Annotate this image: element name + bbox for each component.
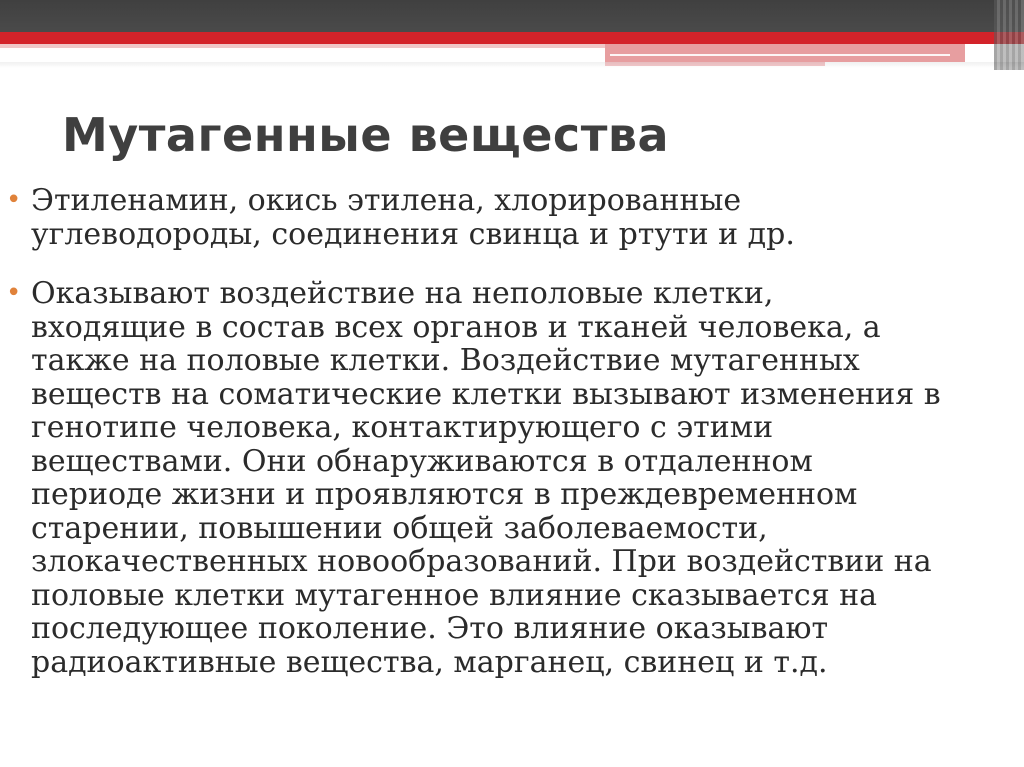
header-band-pink-right [605,44,965,62]
bullet-2-line-12: радиоактивные вещества, марганец, свинец и т.д. [31,644,828,680]
bullet-2-line-7: периоде жизни и проявляются в преждевременном [31,477,858,512]
header-band-pink-left [0,44,610,48]
bullet-2-line-11: последующее поколение. Это влияние оказывают [31,611,829,646]
header-band-highlight-line [610,54,950,56]
slide-content [0,184,1024,679]
bullet-2-line-3: также на половые клетки. Воздействие мутагенных [31,343,860,378]
bullet-item-2 [0,277,1021,679]
bullet-2-line-10: половые клетки мутагенное влияние сказывается на [31,577,878,613]
bullet-2-line-1: Оказывают воздействие на неполовые клетки, [31,276,774,311]
slide-title: Мутагенные вещества [62,108,670,162]
bullet-1-line-1: Этиленамин, окись этилена, хлорированные [31,183,742,218]
bullet-2-line-9: злокачественных новообразований. При воздействии на [31,544,932,579]
header-shadow [0,62,1024,68]
bullet-1-line-2: углеводороды, соединения свинца и ртути и др. [31,216,795,252]
bullet-item-1 [0,184,1021,251]
edge-stripes-decoration [994,0,1024,70]
bullet-2-line-4: веществ на соматические клетки вызывают изменения в [31,376,941,412]
bullet-2-line-6: веществами. Они обнаруживаются в отдаленном [31,443,813,479]
header-band-dark [0,0,1024,32]
bullet-2-line-8: старении, повышении общей заболеваемости, [31,510,768,546]
bullet-marker: • [6,185,22,215]
bullet-2-line-2: входящие в состав всех органов и тканей человека, а [31,309,881,345]
bullet-marker: • [6,278,22,308]
header-band-red [0,32,1024,44]
bullet-2-line-5: генотипе человека, контактирующего с этими [31,410,774,445]
